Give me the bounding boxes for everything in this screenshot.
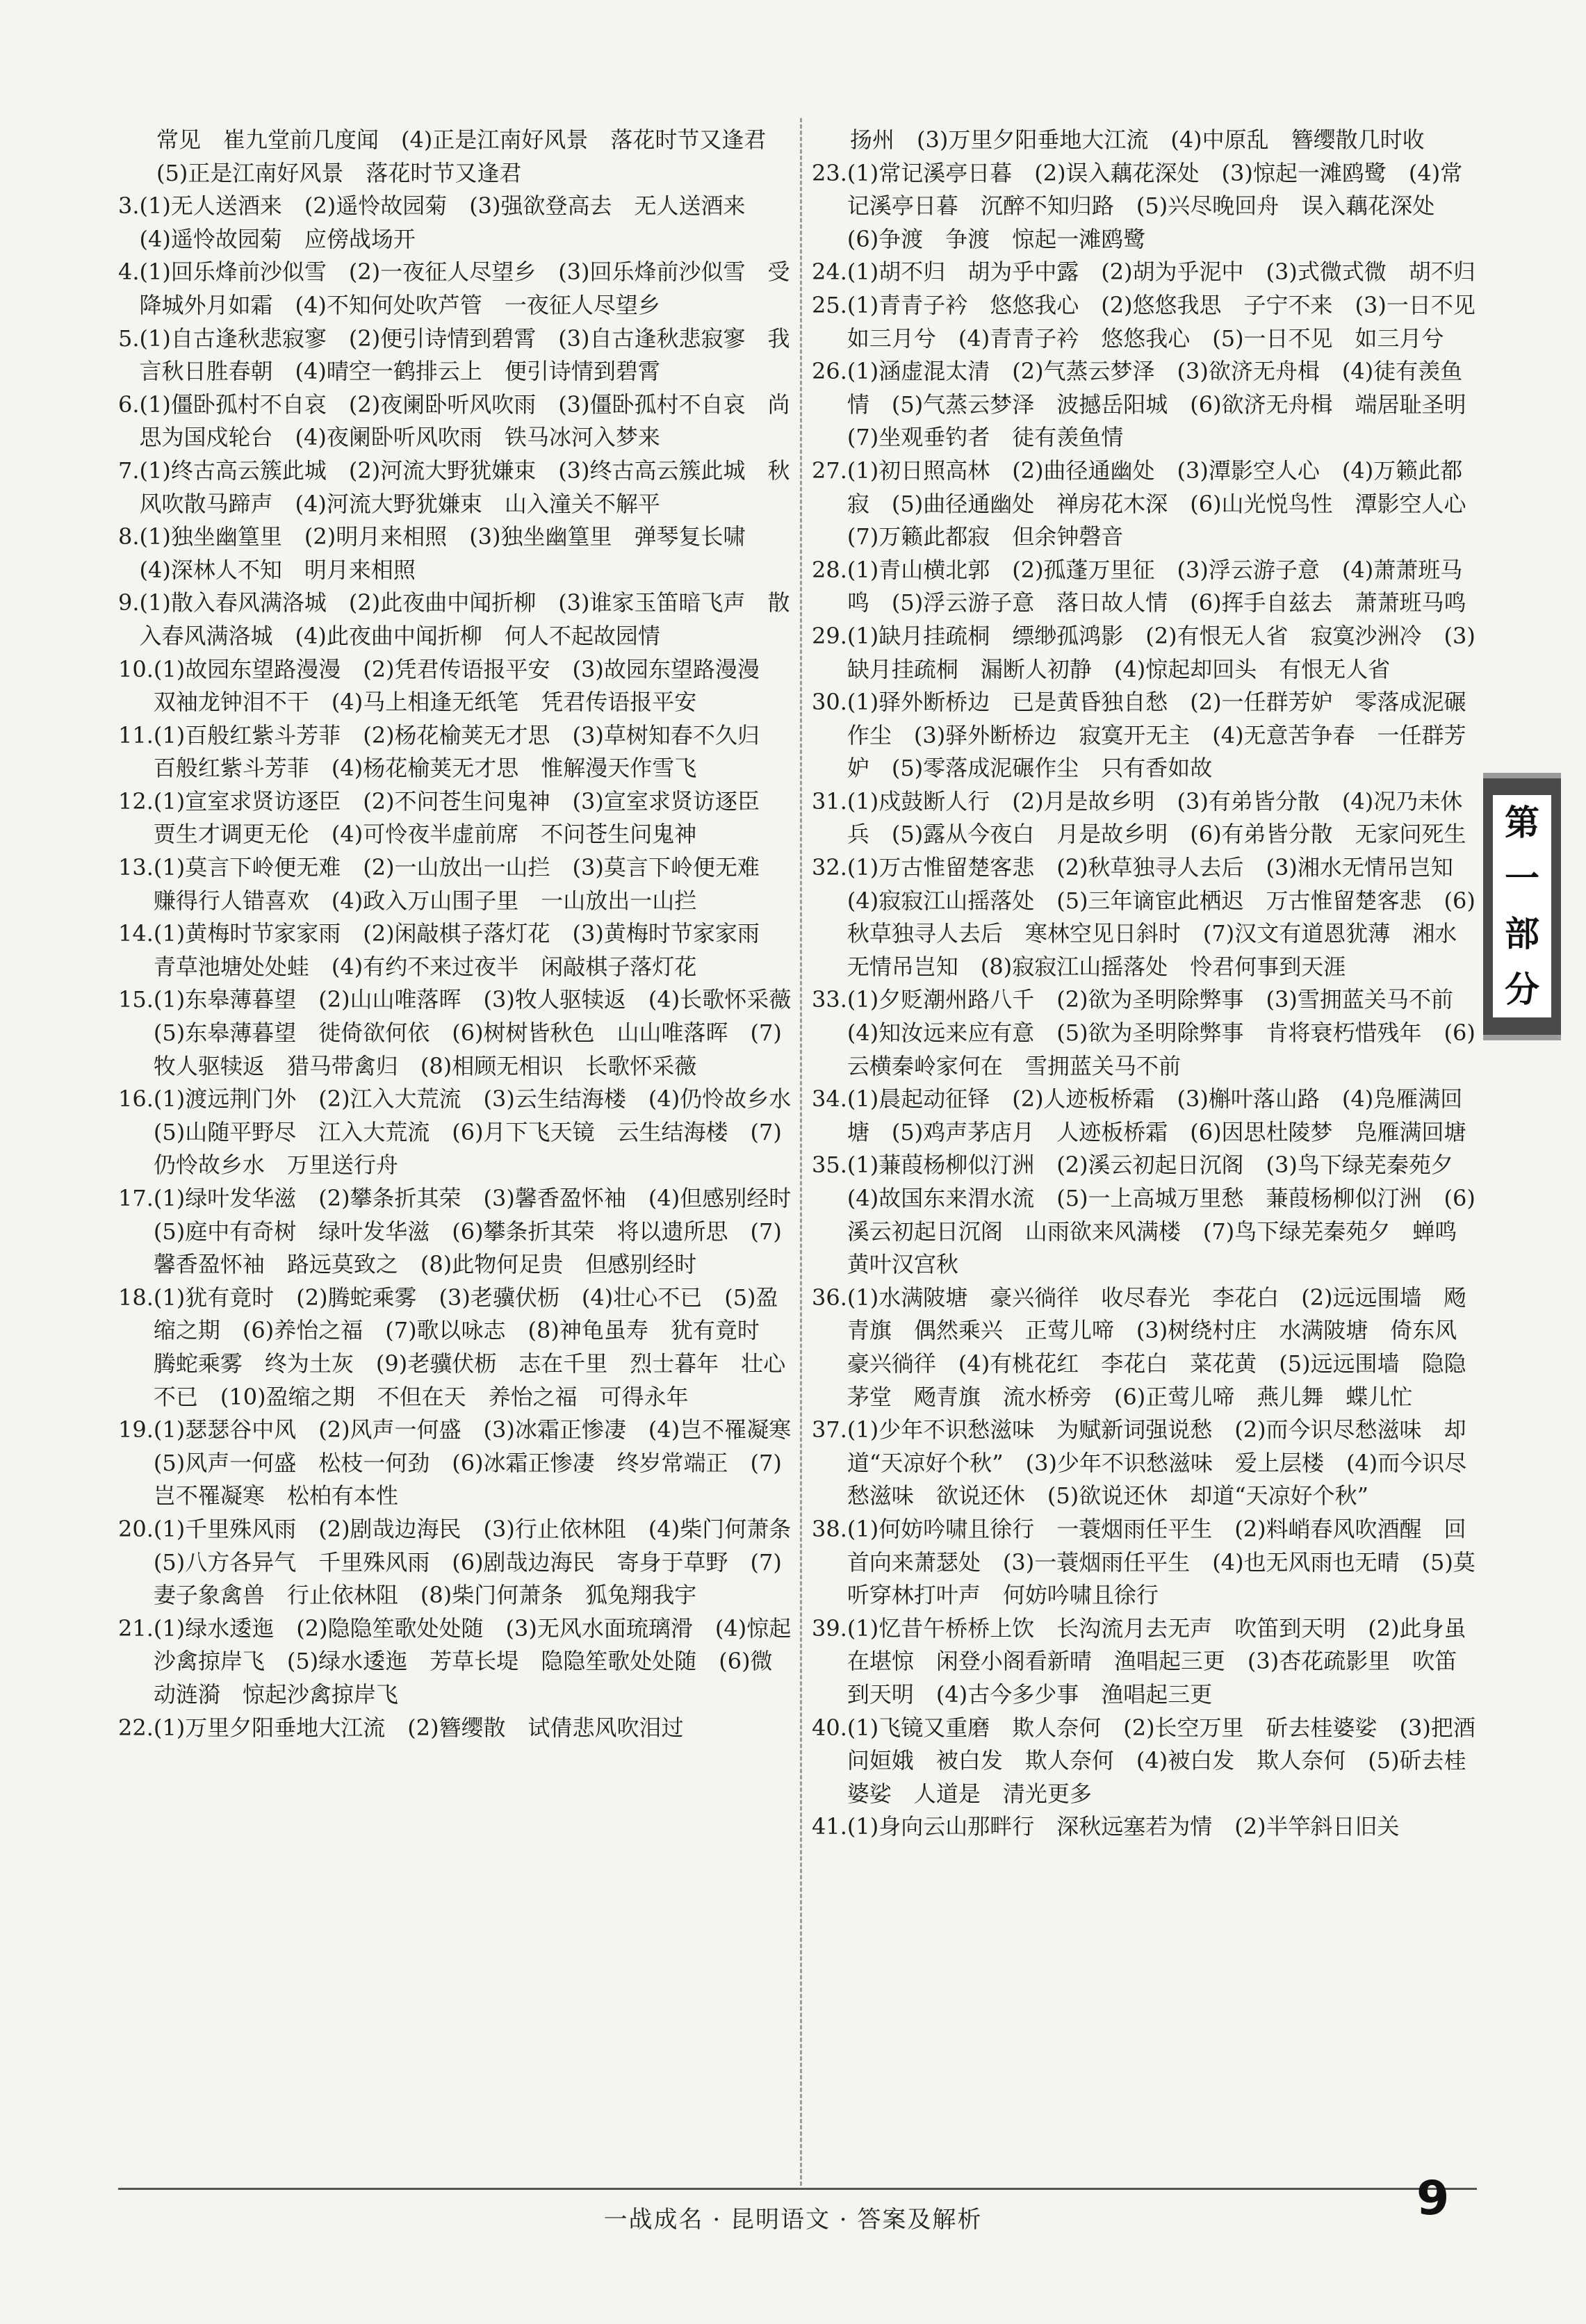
answer-number: 27.: [812, 457, 847, 484]
answer-number: 5.: [118, 325, 140, 352]
answer-item: [812, 686, 1475, 785]
answer-item: [118, 1513, 814, 1612]
answer-number: 33.: [812, 986, 847, 1013]
answer-text: (1)独坐幽篁里 (2)明月来相照 (3)独坐幽篁里 弹琴复长啸 (4)深林人不知 明月来相照: [139, 523, 768, 583]
answer-text: (1)夕贬潮州路八千 (2)欲为圣明除弊事 (3)雪拥蓝关马不前 (4)知汝远来应有意 (5)欲为圣明除弊事 肯将衰朽惜残年 (6)云横秦岭家何在 雪拥蓝关马不前: [847, 986, 1475, 1079]
answer-text: (1)瑟瑟谷中风 (2)风声一何盛 (3)冰霜正惨凄 (4)岂不罹凝寒 (5)风声一何盛 松枝一何劲 (6)冰霜正惨凄 终岁常端正 (7)岂不罹凝寒 松柏有本性: [153, 1416, 814, 1509]
section-tab-label: [1493, 795, 1551, 1017]
answer-number: 8.: [118, 523, 140, 550]
answer-text: (1)自古逢秋悲寂寥 (2)便引诗情到碧霄 (3)自古逢秋悲寂寥 我言秋日胜春朝 (4)晴空一鹤排云上 便引诗情到碧霄: [139, 325, 790, 385]
answer-text: (1)千里殊风雨 (2)剧哉边海民 (3)行止依林阻 (4)柴门何萧条 (5)八方各异气 千里殊风雨 (6)剧哉边海民 寄身于草野 (7)妻子象禽兽 行止依林阻 (8)柴门何萧条 狐兔翔我宇: [153, 1515, 814, 1609]
answer-text: (1)缺月挂疏桐 缥缈孤鸿影 (2)有恨无人省 寂寞沙洲冷 (3)缺月挂疏桐 漏断人初静 (4)惊起却回头 有恨无人省: [847, 622, 1475, 682]
answer-text: (1)戍鼓断人行 (2)月是故乡明 (3)有弟皆分散 (4)况乃未休兵 (5)露从今夜白 月是故乡明 (6)有弟皆分散 无家问死生: [847, 787, 1466, 848]
answer-number: 10.: [118, 655, 154, 682]
answer-text: (1)初日照高林 (2)曲径通幽处 (3)潭影空人心 (4)万籁此都寂 (5)曲径通幽处 禅房花木深 (6)山光悦鸟性 潭影空人心 (7)万籁此都寂 但余钟磬音: [847, 457, 1489, 550]
footer-title: 一战成名 · 昆明语文 · 答案及解析: [603, 2206, 983, 2234]
answer-text: (1)水满陂塘 豪兴徜徉 收尽春光 李花白 (2)远远围墙 飏青旗 偶然乘兴 正莺儿啼 (3)树绕村庄 水满陂塘 倚东风 豪兴徜徉 (4)有桃花红 李花白 菜花黄 (5)远远围墙 隐隐茅堂 飏青旗 流水桥旁 (6)正莺儿啼 燕儿舞 蝶儿忙: [847, 1284, 1480, 1410]
answer-text: (1)僵卧孤村不自哀 (2)夜阑卧听风吹雨 (3)僵卧孤村不自哀 尚思为国戍轮台 (4)夜阑卧听风吹雨 铁马冰河入梦来: [139, 391, 790, 451]
section-tab-char: 一: [1505, 858, 1539, 899]
answer-item: [812, 1149, 1475, 1281]
footer-rule: [118, 2188, 1477, 2190]
answer-text: (1)晨起动征铎 (2)人迹板桥霜 (3)槲叶落山路 (4)凫雁满回塘 (5)鸡声茅店月 人迹板桥霜 (6)因思杜陵梦 凫雁满回塘: [847, 1086, 1466, 1145]
answer-item: [812, 1083, 1475, 1149]
answer-item: [812, 785, 1475, 851]
answer-item: [812, 1282, 1480, 1414]
answer-item: [118, 587, 792, 653]
answer-number: 18.: [118, 1284, 154, 1311]
answer-number: 36.: [812, 1284, 847, 1311]
answer-number: 29.: [812, 622, 847, 649]
answer-item: [118, 785, 792, 851]
section-tab-char: 分: [1505, 969, 1539, 1010]
answer-number: 39.: [812, 1614, 847, 1642]
answer-item: [118, 190, 792, 256]
answer-text: (1)万古惟留楚客悲 (2)秋草独寻人去后 (3)湘水无情吊岂知 (4)寂寂江山摇落处 (5)三年谪宦此栖迟 万古惟留楚客悲 (6)秋草独寻人去后 寒林空见日斜时 (7)汉文有道恩犹薄 湘水无情吊岂知 (8)寂寂江山摇落处 怜君何事到天涯: [847, 854, 1475, 980]
answer-item: [118, 521, 792, 587]
answer-text: 扬州 (3)万里夕阳垂地大江流 (4)中原乱 簪缨散几时收: [850, 126, 1425, 153]
answer-text: (1)犹有竟时 (2)腾蛇乘雾 (3)老骥伏枥 (4)壮心不已 (5)盈缩之期 (6)养怡之福 (7)歌以咏志 (8)神龟虽寿 犹有竟时 腾蛇乘雾 终为土灰 (9)老骥伏枥 志在千里 烈士暮年 壮心不已 (10)盈缩之期 不但在天 养怡之福 可得永年: [153, 1284, 786, 1410]
answer-number: 16.: [118, 1086, 154, 1113]
answer-item: [812, 1612, 1475, 1712]
answer-number: 24.: [812, 259, 847, 286]
answer-item: [118, 1414, 814, 1513]
answer-number: 41.: [812, 1813, 847, 1840]
answer-number: 23.: [812, 159, 847, 186]
answer-number: 14.: [118, 920, 154, 947]
answer-number: 38.: [812, 1515, 847, 1542]
answer-number: 12.: [118, 787, 154, 815]
answer-number: 20.: [118, 1515, 154, 1542]
answer-item: [812, 157, 1475, 256]
answer-item: [118, 256, 792, 322]
answer-item: [812, 124, 1475, 157]
answer-number: 40.: [812, 1714, 847, 1741]
answer-item: [812, 455, 1489, 554]
answer-text: (1)散入春风满洛城 (2)此夜曲中闻折柳 (3)谁家玉笛暗飞声 散入春风满洛城 (4)此夜曲中闻折柳 何人不起故园情: [139, 589, 790, 649]
answer-item: [118, 388, 792, 455]
answer-text: (1)胡不归 胡为乎中露 (2)胡为乎泥中 (3)式微式微 胡不归: [847, 259, 1475, 286]
answer-item: [812, 554, 1475, 620]
answer-number: 22.: [118, 1714, 154, 1741]
answer-text: (1)驿外断桥边 已是黄昏独自愁 (2)一任群芳妒 零落成泥碾作尘 (3)驿外断桥边 寂寞开无主 (4)无意苦争春 一任群芳妒 (5)零落成泥碾作尘 只有香如故: [847, 689, 1466, 782]
answer-item: [118, 1612, 792, 1712]
answer-text: (1)万里夕阳垂地大江流 (2)簪缨散 试倩悲风吹泪过: [153, 1714, 684, 1741]
answer-item: [118, 322, 792, 388]
answer-text: (1)何妨吟啸且徐行 一蓑烟雨任平生 (2)料峭春风吹酒醒 回首向来萧瑟处 (3)一蓑烟雨任平生 (4)也无风雨也无晴 (5)莫听穿林打叶声 何妨吟啸且徐行: [847, 1515, 1475, 1609]
answer-item: [118, 455, 792, 521]
answer-text: 常见 崔九堂前几度闻 (4)正是江南好风景 落花时节又逢君 (5)正是江南好风景 落花时节又逢君: [156, 126, 789, 186]
answer-number: 30.: [812, 689, 847, 716]
answer-text: (1)渡远荆门外 (2)江入大荒流 (3)云生结海楼 (4)仍怜故乡水 (5)山随平野尽 江入大荒流 (6)月下飞天镜 云生结海楼 (7)仍怜故乡水 万里送行舟: [153, 1086, 814, 1179]
left-column: [118, 124, 814, 1744]
answer-item: [118, 1182, 814, 1282]
answer-item: [118, 1712, 792, 1745]
answer-text: (1)蒹葭杨柳似汀洲 (2)溪云初起日沉阁 (3)鸟下绿芜秦苑夕 (4)故国东来渭水流 (5)一上高城万里愁 蒹葭杨柳似汀洲 (6)溪云初起日沉阁 山雨欲来风满楼 (7)鸟下绿芜秦苑夕 蝉鸣黄叶汉宫秋: [847, 1152, 1475, 1278]
answer-item: [118, 1282, 792, 1414]
answer-number: 4.: [118, 259, 140, 286]
answer-item: [118, 851, 792, 917]
answer-number: 6.: [118, 391, 140, 418]
answer-text: (1)常记溪亭日暮 (2)误入藕花深处 (3)惊起一滩鸥鹭 (4)常记溪亭日暮 沉醉不知归路 (5)兴尽晚回舟 误入藕花深处 (6)争渡 争渡 惊起一滩鸥鹭: [847, 159, 1463, 252]
answer-text: (1)黄梅时节家家雨 (2)闲敲棋子落灯花 (3)黄梅时节家家雨 青草池塘处处蛙 (4)有约不来过夜半 闲敲棋子落灯花: [153, 920, 782, 980]
answer-item: [812, 620, 1475, 686]
answer-text: (1)身向云山那畔行 深秋远塞若为情 (2)半竿斜日旧关: [847, 1813, 1400, 1840]
answer-text: (1)涵虚混太清 (2)气蒸云梦泽 (3)欲济无舟楫 (4)徒有羡鱼情 (5)气蒸云梦泽 波撼岳阳城 (6)欲济无舟楫 端居耻圣明 (7)坐观垂钓者 徒有羡鱼情: [847, 358, 1489, 451]
answer-text: (1)回乐烽前沙似雪 (2)一夜征人尽望乡 (3)回乐烽前沙似雪 受降城外月如霜 (4)不知何处吹芦管 一夜征人尽望乡: [139, 259, 790, 318]
answer-text: (1)青青子衿 悠悠我心 (2)悠悠我思 子宁不来 (3)一日不见 如三月兮 (4)青青子衿 悠悠我心 (5)一日不见 如三月兮: [847, 291, 1498, 352]
answer-number: 15.: [118, 986, 154, 1013]
page-number: 9: [1416, 2171, 1450, 2226]
answer-number: 9.: [118, 589, 140, 616]
answer-text: (1)百般红紫斗芳菲 (2)杨花榆荚无才思 (3)草树知春不久归 百般红紫斗芳菲 (4)杨花榆荚无才思 惟解漫天作雪飞: [153, 721, 782, 782]
answer-number: 37.: [812, 1416, 847, 1443]
answer-number: 11.: [118, 721, 154, 748]
right-column: [812, 124, 1498, 1844]
answer-text: (1)终古高云簇此城 (2)河流大野犹嫌束 (3)终古高云簇此城 秋风吹散马蹄声 (4)河流大野犹嫌束 山入潼关不解平: [139, 457, 790, 517]
answer-number: 17.: [118, 1185, 154, 1211]
section-tab: [1483, 773, 1561, 1040]
answer-item: [118, 917, 792, 983]
answer-item: [812, 289, 1498, 355]
answer-text: (1)少年不识愁滋味 为赋新词强说愁 (2)而今识尽愁滋味 却道“天凉好个秋” (3)少年不识愁滋味 爱上层楼 (4)而今识尽愁滋味 欲说还休 (5)欲说还休 却道“天凉好个秋”: [847, 1416, 1467, 1509]
answer-item: [812, 1513, 1475, 1612]
answer-text: (1)莫言下岭便无难 (2)一山放出一山拦 (3)莫言下岭便无难 赚得行人错喜欢 (4)政入万山围子里 一山放出一山拦: [153, 854, 782, 914]
answer-item: [118, 124, 792, 190]
answer-text: (1)绿叶发华滋 (2)攀条折其荣 (3)馨香盈怀袖 (4)但感别经时 (5)庭中有奇树 绿叶发华滋 (6)攀条折其荣 将以遗所思 (7)馨香盈怀袖 路远莫致之 (8)此物何足贵 但感别经时: [153, 1185, 814, 1278]
answer-text: (1)故园东望路漫漫 (2)凭君传语报平安 (3)故园东望路漫漫 双袖龙钟泪不干 (4)马上相逢无纸笔 凭君传语报平安: [153, 655, 782, 716]
answer-number: 19.: [118, 1416, 154, 1443]
answer-item: [118, 719, 792, 785]
answer-item: [812, 1810, 1475, 1844]
answer-item: [812, 1712, 1475, 1811]
answer-item: [812, 1414, 1475, 1513]
answer-text: (1)青山横北郭 (2)孤蓬万里征 (3)浮云游子意 (4)萧萧班马鸣 (5)浮云游子意 落日故人情 (6)挥手自兹去 萧萧班马鸣: [847, 556, 1466, 616]
answer-number: 34.: [812, 1086, 847, 1113]
answer-number: 7.: [118, 457, 140, 484]
answer-number: 26.: [812, 358, 847, 385]
answer-number: 25.: [812, 291, 847, 318]
answer-text: (1)绿水逶迤 (2)隐隐笙歌处处随 (3)无风水面琉璃滑 (4)惊起沙禽掠岸飞 (5)绿水逶迤 芳草长堤 隐隐笙歌处处随 (6)微动涟漪 惊起沙禽掠岸飞: [153, 1614, 792, 1708]
section-tab-char: 部: [1505, 914, 1539, 954]
answer-text: (1)忆昔午桥桥上饮 长沟流月去无声 吹笛到天明 (2)此身虽在堪惊 闲登小阁看新晴 渔唱起三更 (3)杏花疏影里 吹笛到天明 (4)古今多少事 渔唱起三更: [847, 1614, 1466, 1708]
answer-item: [812, 256, 1475, 289]
answer-number: 3.: [118, 193, 140, 220]
answer-text: (1)无人送酒来 (2)遥怜故园菊 (3)强欲登高去 无人送酒来 (4)遥怜故园菊 应傍战场开: [139, 193, 768, 252]
answer-item: [812, 355, 1489, 455]
column-divider: [800, 118, 802, 2186]
answer-item: [812, 851, 1475, 983]
answer-item: [812, 983, 1475, 1083]
answer-item: [118, 653, 792, 719]
answer-number: 31.: [812, 787, 847, 815]
answer-text: (1)飞镜又重磨 欺人奈何 (2)长空万里 斫去桂婆娑 (3)把酒问姮娥 被白发 欺人奈何 (4)被白发 欺人奈何 (5)斫去桂婆娑 人道是 清光更多: [847, 1714, 1475, 1807]
answer-number: 21.: [118, 1614, 154, 1642]
answer-number: 13.: [118, 854, 154, 881]
answer-item: [118, 1083, 814, 1182]
answer-number: 32.: [812, 854, 847, 881]
section-tab-char: 第: [1505, 803, 1539, 843]
answer-text: (1)宣室求贤访逐臣 (2)不问苍生问鬼神 (3)宣室求贤访逐臣 贾生才调更无伦 (4)可怜夜半虚前席 不问苍生问鬼神: [153, 787, 782, 848]
answer-text: (1)东皋薄暮望 (2)山山唯落晖 (3)牧人驱犊返 (4)长歌怀采薇 (5)东皋薄暮望 徙倚欲何依 (6)树树皆秋色 山山唯落晖 (7)牧人驱犊返 猎马带禽归 (8)相顾无相识 长歌怀采薇: [153, 986, 814, 1079]
answer-number: 35.: [812, 1152, 847, 1179]
answer-number: 28.: [812, 556, 847, 583]
answer-item: [118, 983, 814, 1083]
